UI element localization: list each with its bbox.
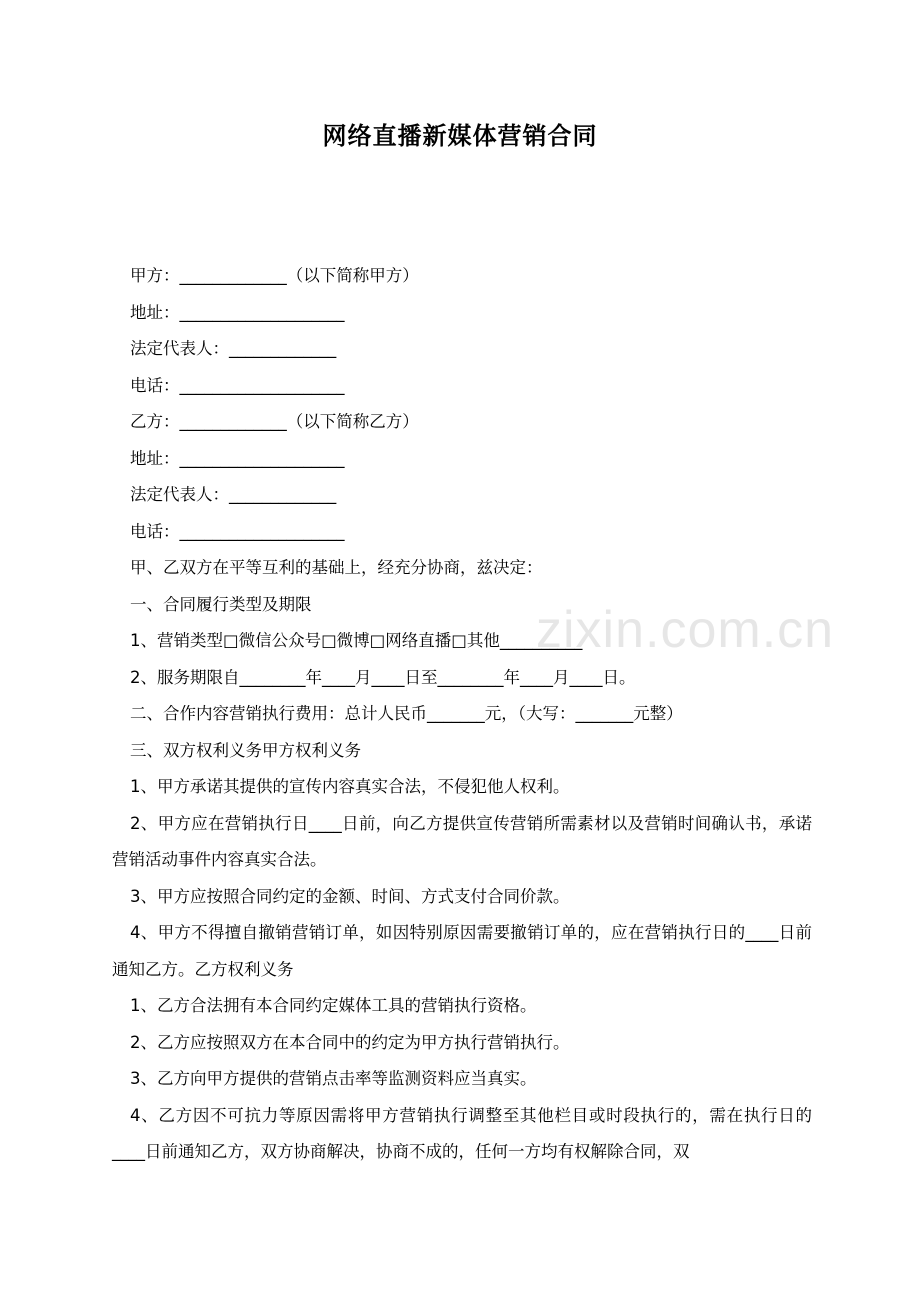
party-a-clause-3: 3、甲方应按照合同约定的金额、时间、方式支付合同价款。 [130, 886, 570, 906]
clause-service-period: 2、服务期限自________年____月____日至________年____月____日。 [130, 667, 636, 687]
party-b-clause-4: 4、乙方因不可抗力等原因需将甲方营销执行调整至其他栏目或时段执行的，需在执行日的____日前通知乙方，双方协商解决，协商不成的，任何一方均有权解除合同，双 [112, 1105, 812, 1161]
party-a-clause-2: 2、甲方应在营销执行日____日前，向乙方提供宣传营销所需素材以及营销时间确认书，承诺营销活动事件内容真实合法。 [112, 813, 812, 869]
party-b-clause-2: 2、乙方应按照双方在本合同中的约定为甲方执行营销执行。 [130, 1032, 570, 1052]
watermark: zixin.com.cn [536, 601, 835, 659]
party-b-clause-1: 1、乙方合法拥有本合同约定媒体工具的营销执行资格。 [130, 996, 537, 1015]
section-2-heading: 二、合作内容营销执行费用：总计人民币_______元，（大写：_______元整） [130, 704, 683, 723]
party-b-phone: 电话：____________________ [130, 521, 345, 541]
party-a-clause-1: 1、甲方承诺其提供的宣传内容真实合法，不侵犯他人权利。 [130, 777, 570, 796]
document-body [112, 258, 812, 1171]
party-b-legal-representative: 法定代表人：_____________ [130, 485, 337, 504]
clause-marketing-type: 1、营销类型□微信公众号□微博□网络直播□其他__________ [130, 631, 583, 650]
party-b-address: 地址：____________________ [130, 448, 345, 468]
preamble: 甲、乙双方在平等互利的基础上，经充分协商，兹决定： [130, 558, 543, 577]
party-a-name: 甲方：_____________（以下简称甲方） [130, 266, 419, 285]
party-a-address: 地址：____________________ [130, 302, 345, 322]
document-title: 网络直播新媒体营销合同 [322, 122, 598, 150]
section-3-heading: 三、双方权利义务甲方权利义务 [130, 740, 361, 760]
party-b-clause-3: 3、乙方向甲方提供的营销点击率等监测资料应当真实。 [130, 1069, 537, 1088]
party-b-name: 乙方：_____________（以下简称乙方） [130, 412, 419, 431]
party-a-phone: 电话：____________________ [130, 375, 345, 395]
section-1-heading: 一、合同履行类型及期限 [130, 594, 312, 614]
party-a-clause-4: 4、甲方不得擅自撤销营销订单，如因特别原因需要撤销订单的，应在营销执行日的____日前通知乙方。乙方权利义务 [112, 923, 812, 979]
party-a-legal-representative: 法定代表人：_____________ [130, 339, 337, 358]
